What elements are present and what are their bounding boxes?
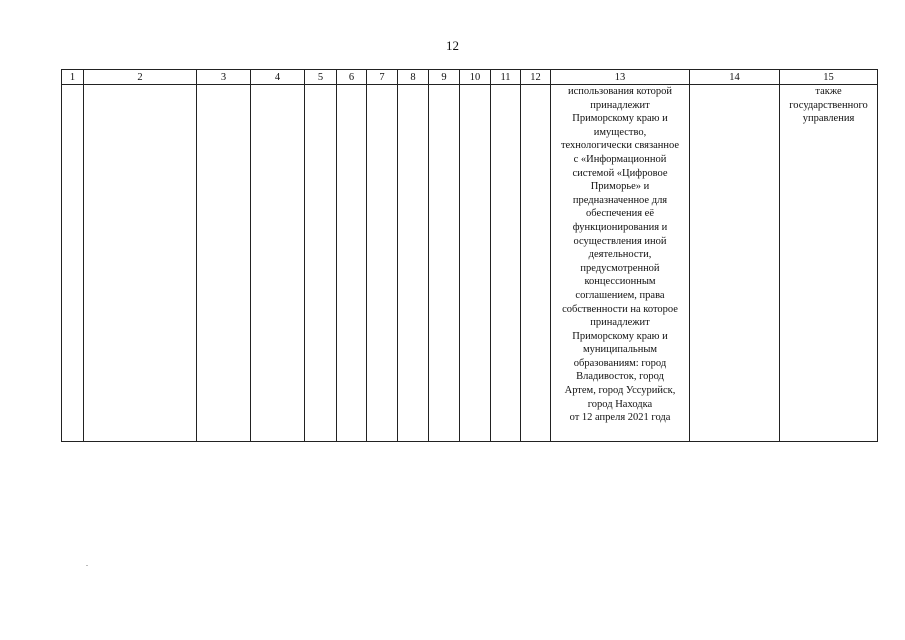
text-line: Приморскому краю и — [572, 330, 668, 342]
text-line: с «Информационной — [573, 153, 667, 165]
column-header-12: 12 — [521, 70, 551, 85]
column-header-5: 5 — [305, 70, 337, 85]
column-header-14: 14 — [690, 70, 780, 85]
column-header-4: 4 — [251, 70, 305, 85]
table-cell-2 — [84, 85, 197, 442]
text-line: управления — [802, 113, 855, 125]
table-cell-7 — [367, 85, 398, 442]
text-line: Артем, город Уссурийск, — [564, 385, 676, 397]
text-line: имущество, — [593, 126, 647, 138]
column-header-9: 9 — [429, 70, 460, 85]
text-line: предусмотренной — [580, 262, 660, 274]
table-cell-1 — [62, 85, 84, 442]
table-cell-4 — [251, 85, 305, 442]
table-cell-11 — [491, 85, 521, 442]
column-header-15: 15 — [780, 70, 878, 85]
text-line: Владивосток, город — [576, 371, 664, 383]
text-line: государственного — [789, 99, 868, 111]
column-header-7: 7 — [367, 70, 398, 85]
table-cell-10 — [460, 85, 491, 442]
text-line: от 12 апреля 2021 года — [569, 412, 671, 424]
text-line: технологически связанное — [560, 140, 680, 152]
text-line: собственности на которое — [562, 303, 678, 315]
cell-15-text — [780, 85, 877, 126]
column-header-8: 8 — [398, 70, 429, 85]
text-line: предназначенное для — [572, 194, 668, 206]
cell-13-text — [551, 85, 689, 425]
table-row — [62, 85, 878, 442]
scan-speck — [86, 565, 88, 566]
document-table — [61, 69, 878, 442]
text-line: также — [815, 86, 842, 97]
text-line: осуществления иной — [573, 235, 667, 247]
table-cell-9 — [429, 85, 460, 442]
table-cell-15 — [780, 85, 878, 442]
page-number: 12 — [446, 38, 459, 53]
text-line: принадлежит — [590, 317, 650, 329]
text-line: использования которой — [567, 86, 673, 97]
text-line: концессионным — [584, 276, 656, 288]
table-cell-6 — [337, 85, 367, 442]
table-cell-14 — [690, 85, 780, 442]
text-line: принадлежит — [590, 99, 650, 111]
table-cell-5 — [305, 85, 337, 442]
text-line: город Находка — [587, 398, 653, 410]
text-line: обеспечения её — [585, 208, 654, 220]
table-cell-12 — [521, 85, 551, 442]
text-line: образованиям: город — [573, 357, 667, 369]
text-line: муниципальным — [582, 344, 658, 356]
column-header-10: 10 — [460, 70, 491, 85]
column-header-13: 13 — [551, 70, 690, 85]
text-line: Приморскому краю и — [572, 113, 668, 125]
table-cell-13 — [551, 85, 690, 442]
column-header-11: 11 — [491, 70, 521, 85]
table-cell-3 — [197, 85, 251, 442]
text-line: деятельности, — [588, 249, 652, 261]
column-header-1: 1 — [62, 70, 84, 85]
column-header-3: 3 — [197, 70, 251, 85]
text-line: функционирования и — [572, 221, 668, 233]
text-line: соглашением, права — [575, 289, 665, 301]
text-line: системой «Цифровое — [572, 167, 668, 179]
header-row — [62, 70, 878, 85]
column-header-6: 6 — [337, 70, 367, 85]
text-line: Приморье» и — [590, 181, 650, 193]
column-header-2: 2 — [84, 70, 197, 85]
table-cell-8 — [398, 85, 429, 442]
